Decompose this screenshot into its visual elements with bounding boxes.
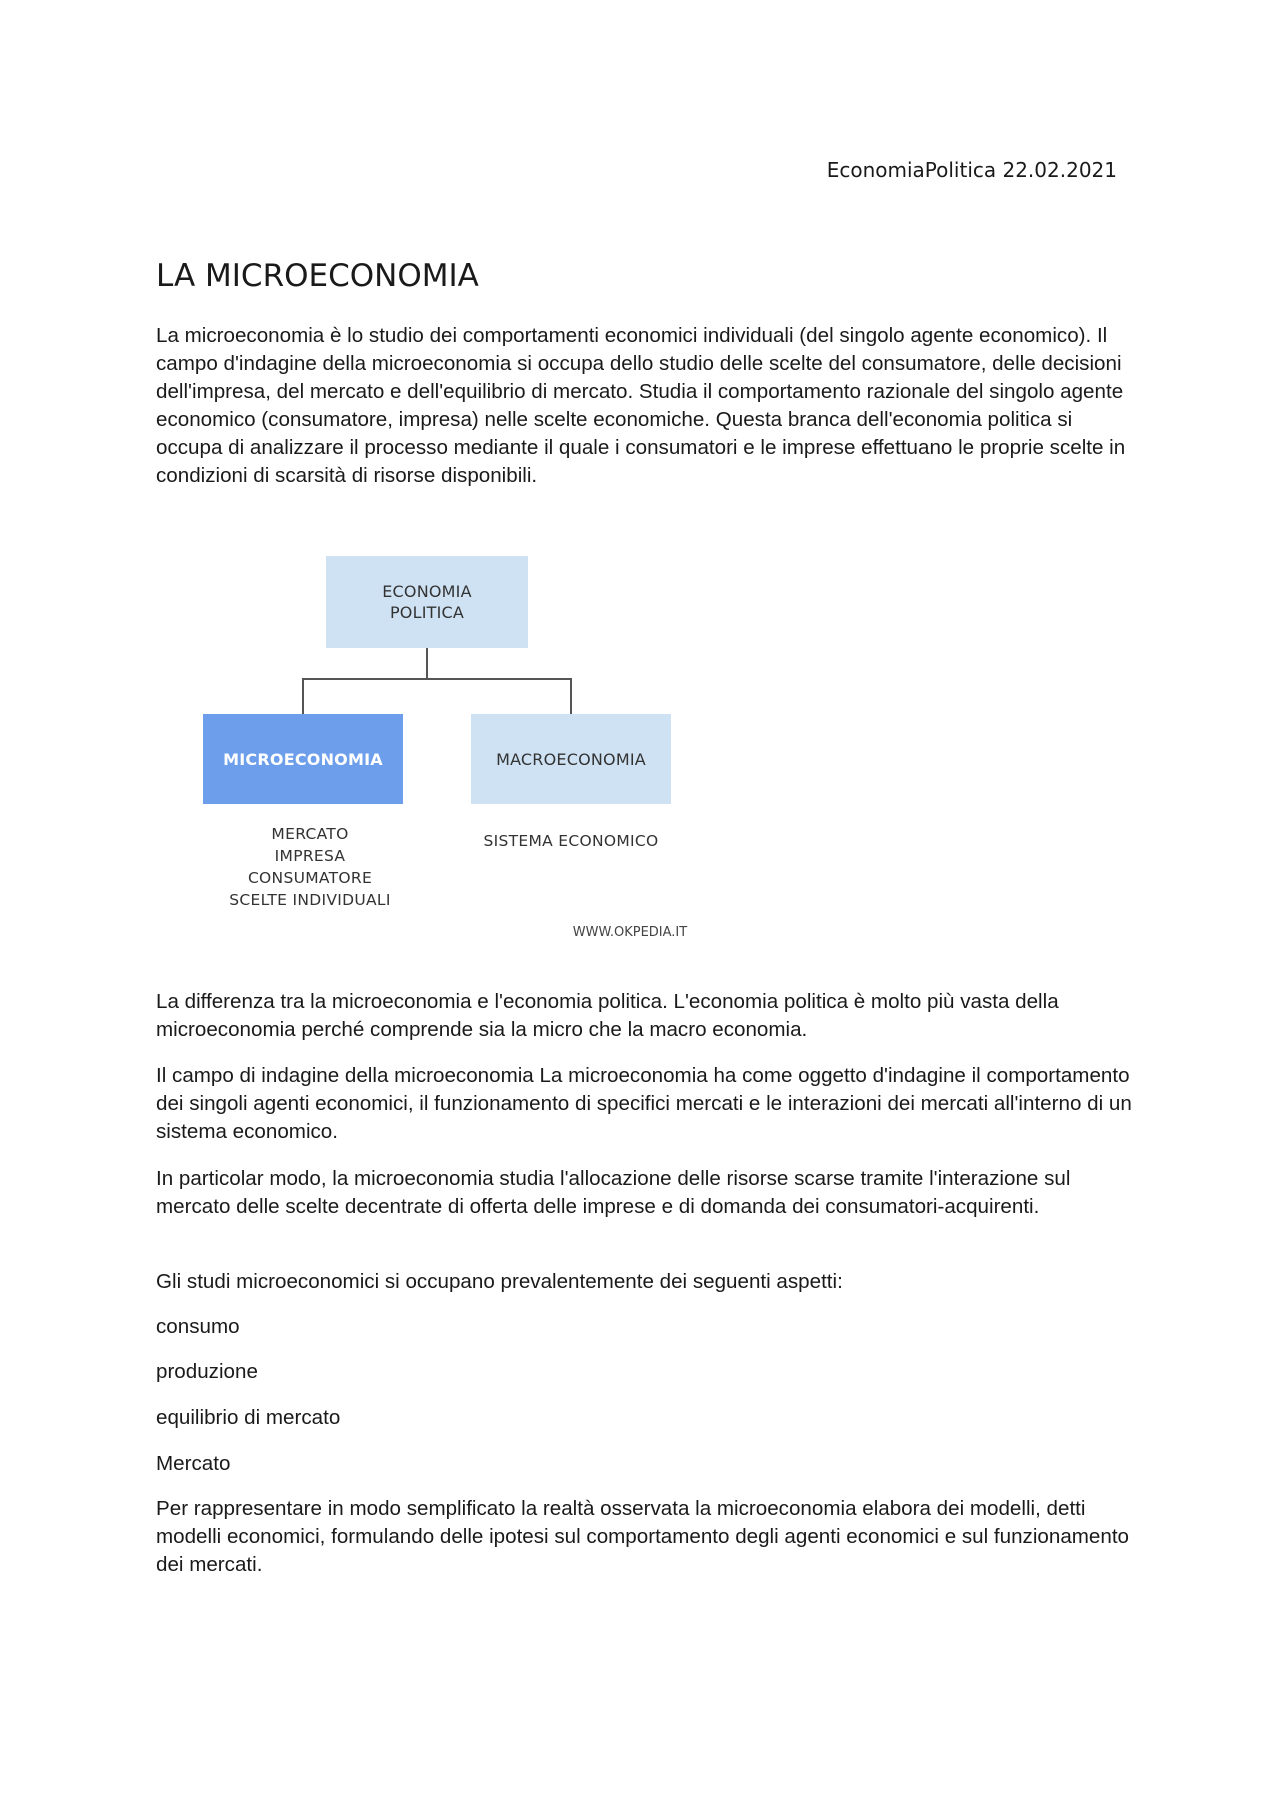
diagram-source: WWW.OKPEDIA.IT — [572, 925, 688, 940]
particolar-paragraph: In particolar modo, la microeconomia studia l'allocazione delle risorse scarse tramite l'interazione sul mercato delle scelte decentrate di offerta delle imprese e di domanda dei consumatori-acquirenti. — [156, 1167, 1071, 1218]
macroeconomia-box — [471, 714, 671, 804]
differenza-paragraph: La differenza tra la microeconomia e l'economia politica. L'economia politica è molto più vasta della microeconomia perché comprende sia la micro che la macro economia. — [156, 990, 1059, 1041]
macro-item: SISTEMA ECONOMICO — [483, 832, 659, 850]
microeconomia-label: MICROECONOMIA — [223, 749, 383, 769]
micro-item: SCELTE INDIVIDUALI — [229, 891, 391, 909]
macroeconomia-label: MACROECONOMIA — [496, 749, 646, 769]
micro-item: CONSUMATORE — [247, 869, 373, 887]
economia-politica-box — [326, 556, 528, 648]
document-header: EconomiaPolitica 22.02.2021 — [826, 158, 1117, 182]
micro-item: IMPRESA — [274, 847, 346, 865]
aspect-item: produzione — [156, 1360, 258, 1383]
intro-paragraph: La microeconomia è lo studio dei comportamenti economici individuali (del singolo agente economico). Il campo d'indagine della microeconomia si occupa dello studio delle scelte del consumatore, delle decisioni dell'impresa, del mercato e dell'equilibrio di mercato. Studia il comportamento razionale del singolo agente economico (consumatore, impresa) nelle scelte economiche. Questa branca dell'economia politica si occupa di analizzare il processo mediante il quale i consumatori e le imprese effettuano le proprie scelte in condizioni di scarsità di risorse disponibili. — [156, 324, 1126, 487]
micro-items-list — [200, 823, 420, 911]
connector-vertical-root — [426, 648, 428, 679]
studi-paragraph: Gli studi microeconomici si occupano prevalentemente dei seguenti aspetti: — [156, 1270, 843, 1293]
microeconomia-box — [203, 714, 403, 804]
economia-label-line1: ECONOMIA — [382, 582, 472, 601]
campo-paragraph: Il campo di indagine della microeconomia La microeconomia ha come oggetto d'indagine il comportamento dei singoli agenti economici, il funzionamento di specifici mercati e le interazioni dei mercati all'interno di un sistema economico. — [156, 1064, 1132, 1143]
aspect-item: consumo — [156, 1315, 240, 1338]
connector-vertical-micro — [302, 678, 304, 714]
modelli-paragraph: Per rappresentare in modo semplificato la realtà osservata la microeconomia elabora dei modelli, detti modelli economici, formulando delle ipotesi sul comportamento degli agenti economici e sul funzionamento dei mercati. — [156, 1497, 1130, 1576]
micro-item: MERCATO — [271, 825, 349, 843]
connector-horizontal — [302, 678, 572, 680]
aspect-item: Mercato — [156, 1452, 231, 1475]
page-title: LA MICROECONOMIA — [156, 258, 479, 294]
connector-vertical-macro — [570, 678, 572, 714]
macro-item-label — [451, 830, 691, 852]
aspect-item: equilibrio di mercato — [156, 1406, 341, 1429]
economia-label-line2: POLITICA — [389, 603, 465, 622]
